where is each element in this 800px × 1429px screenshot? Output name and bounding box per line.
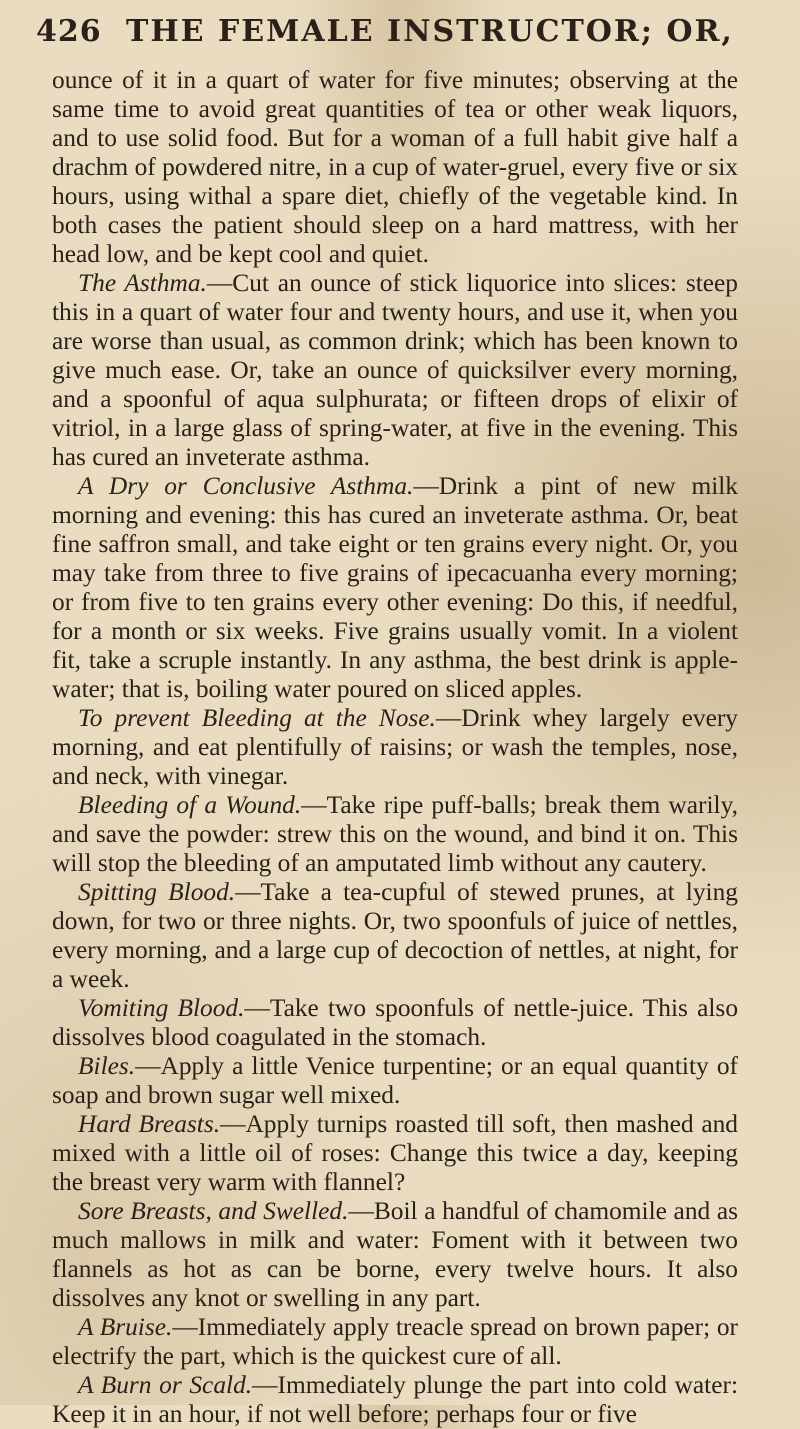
paragraph-text: —Take two spoonfuls of nettle-juice. This also dissolves blood coagulated in the stomach. [52, 994, 739, 1051]
paragraph-heading: A Burn or Scald. [78, 1371, 253, 1399]
paragraph-heading: Bleeding of a Wound. [78, 791, 302, 819]
paragraph [52, 269, 738, 472]
paragraph [52, 704, 738, 791]
paragraph-text: —Immediately apply treacle spread on brown paper; or electrify the part, which is the quickest cure of all. [52, 1313, 738, 1370]
paragraph-text: —Cut an ounce of stick liquorice into slices: steep this in a quart of water four and twenty hours, and use it, when you are worse than usual, as common drink; which has been known to give much ease. Or, take an ounce of quicksilver every morning, and a spoonful of aqua sulphurata; or fifteen drops of elixir of vitriol, in a large glass of spring-water, at five in the evening. This has cured an inveterate asthma. [52, 269, 738, 471]
paragraph [52, 1371, 738, 1429]
paragraph [52, 878, 738, 994]
running-title: THE FEMALE INSTRUCTOR; OR, [126, 14, 734, 49]
paragraph [52, 66, 738, 269]
paragraph-heading: Vomiting Blood. [78, 994, 245, 1022]
page-number: 426 [36, 14, 102, 49]
paragraph-text: —Drink whey largely every morning, and eat plentifully of raisins; or wash the temples, nose, and neck, with vinegar. [52, 704, 738, 790]
paragraph-heading: The Asthma. [78, 269, 207, 297]
paragraph-heading: A Bruise. [78, 1313, 173, 1341]
paragraph-text: —Apply a little Venice turpentine; or an equal quantity of soap and brown sugar well mixed. [52, 1052, 738, 1109]
paragraph-text: —Immediately plunge the part into cold water: Keep it in an hour, if not well before; perhaps four or five [52, 1371, 738, 1428]
paragraph [52, 994, 738, 1052]
paragraph-text: —Take a tea-cupful of stewed prunes, at lying down, for two or three nights. Or, two spoonfuls of juice of nettles, every morning, and a large cup of decoction of nettles, at night, for a week. [52, 878, 738, 993]
paragraph-heading: Hard Breasts. [78, 1110, 221, 1138]
paragraph [52, 1197, 738, 1313]
paragraph-text: —Take ripe puff-balls; break them warily, and save the powder: strew this on the wound, and bind it on. This will stop the bleeding of an amputated limb without any cautery. [52, 791, 738, 877]
paragraph [52, 1052, 738, 1110]
paragraph [52, 472, 738, 704]
paragraph-heading: Sore Breasts, and Swelled. [78, 1197, 349, 1225]
paragraph-text: ounce of it in a quart of water for five minutes; observing at the same time to avoid great quantities of tea or other weak liquors, and to use solid food. But for a woman of a full habit give half a drachm of powdered nitre, in a cup of water-gruel, every five or six hours, using withal a spare diet, chiefly of the vegetable kind. In both cases the patient should sleep on a hard mattress, with her head low, and be kept cool and quiet. [52, 66, 738, 268]
running-head [36, 2, 756, 52]
paragraph-text: —Apply turnips roasted till soft, then mashed and mixed with a little oil of roses: Change this twice a day, keeping the breast very warm with flannel? [52, 1110, 738, 1196]
paragraph [52, 1313, 738, 1371]
paragraph-heading: A Dry or Conclusive Asthma. [78, 472, 414, 500]
paragraph-text: —Drink a pint of new milk morning and evening: this has cured an inveterate asthma. Or, beat fine saffron small, and take eight or ten grains every night. Or, you may take from three to five grains of ipecacuanha every morning; or from five to ten grains every other evening: Do this, if needful, for a month or six weeks. Five grains usually vomit. In a violent fit, take a scruple instantly. In any asthma, the best drink is apple-water; that is, boiling water poured on sliced apples. [52, 472, 738, 703]
paragraph-text: —Boil a handful of chamomile and as much mallows in milk and water: Foment with it between two flannels as hot as can be borne, every twelve hours. It also dissolves any knot or swelling in any part. [52, 1197, 738, 1312]
text-body [52, 66, 738, 1429]
paragraph [52, 791, 738, 878]
paragraph-heading: To prevent Bleeding at the Nose. [78, 704, 436, 732]
paragraph-heading: Spitting Blood. [78, 878, 236, 906]
paragraph [52, 1110, 738, 1197]
paragraph-heading: Biles. [78, 1052, 136, 1080]
